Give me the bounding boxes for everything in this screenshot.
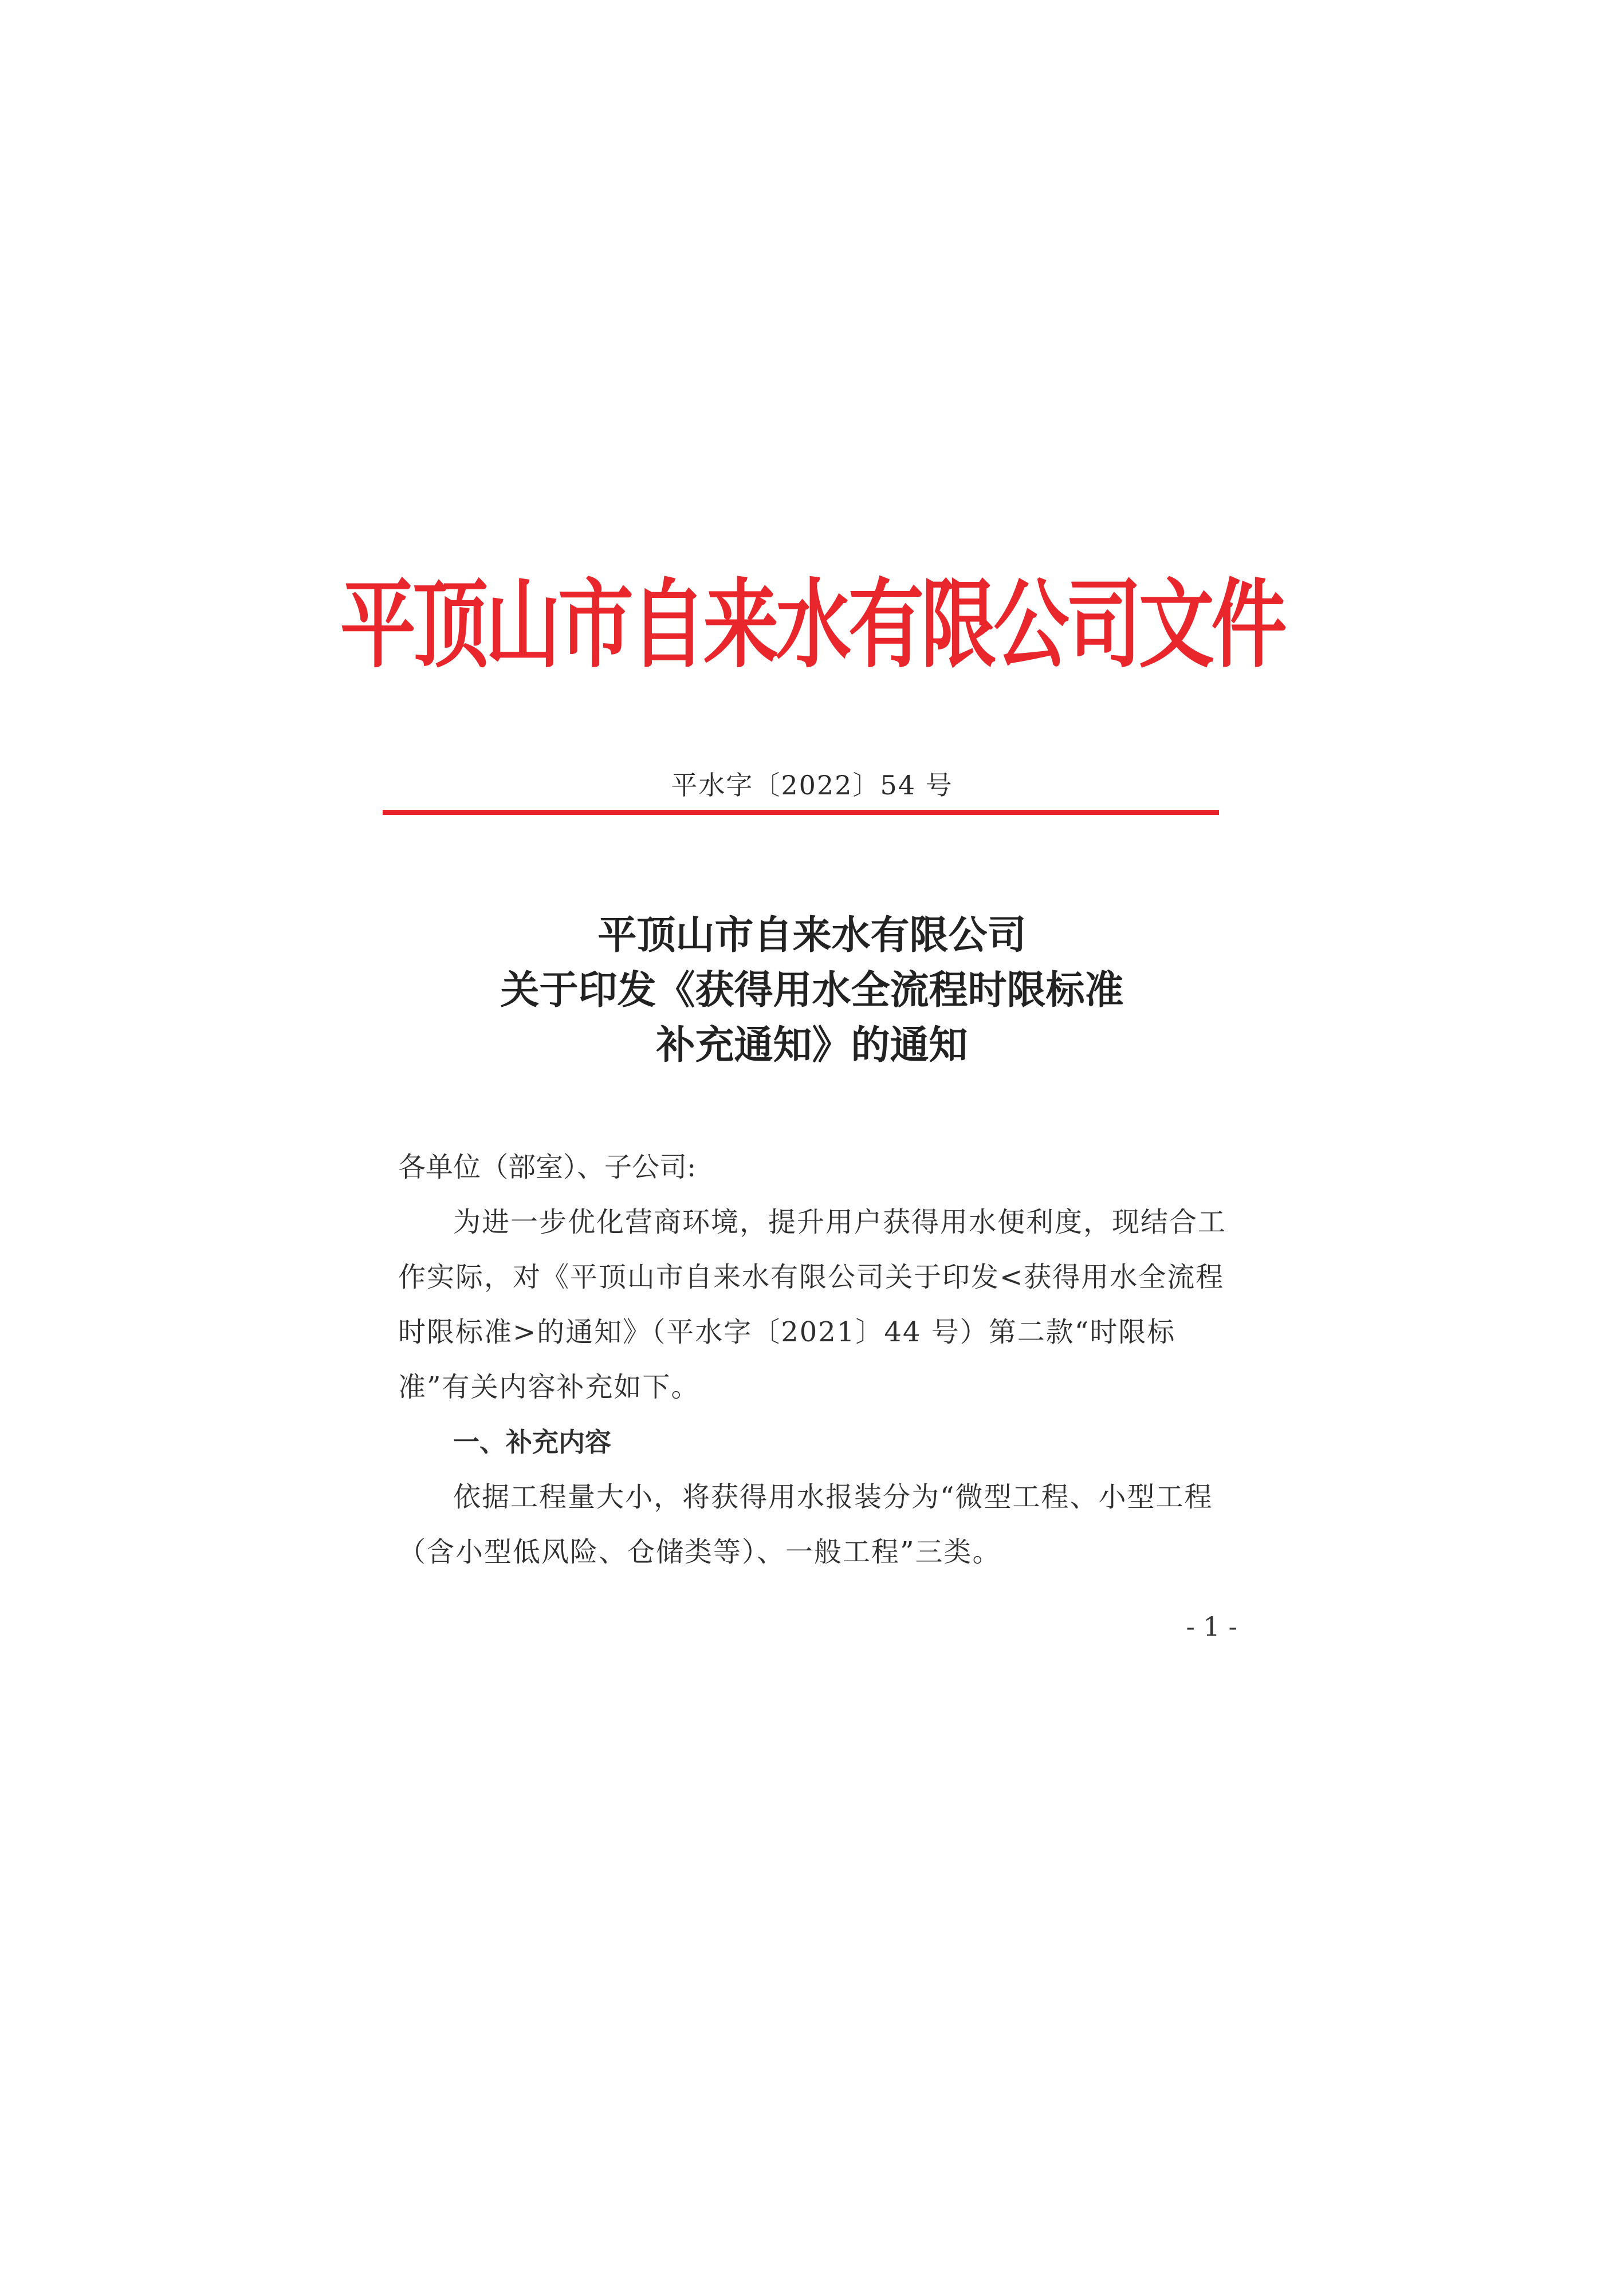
page-number: - 1 - — [1186, 1611, 1237, 1642]
title-line-2: 关于印发《获得用水全流程时限标准 — [500, 967, 1124, 1013]
salutation: 各单位（部室）、子公司: — [398, 1151, 697, 1183]
body-paragraph-1: 为进一步优化营商环境，提升用户获得用水便利度，现结合工作实际，对《平顶山市自来水有限公司关于印发<获得用水全流程时限标准>的通知》（平水字〔2021〕44 号）第二款“时限标准”有关内容补充如下。 — [398, 1206, 1227, 1403]
title-line-1: 平顶山市自来水有限公司 — [597, 912, 1027, 958]
document-body — [398, 1140, 1240, 1580]
document-title — [0, 908, 1624, 1073]
body-paragraph-2: 依据工程量大小，将获得用水报装分为“微型工程、小型工程（含小型低风险、仓储类等）、一般工程”三类。 — [398, 1481, 1213, 1568]
title-line-3: 补充通知》的通知 — [656, 1022, 968, 1068]
red-divider-line — [383, 810, 1219, 815]
document-number: 平水字〔2022〕54 号 — [671, 770, 953, 801]
section-heading-1: 一、补充内容 — [453, 1427, 611, 1458]
document-header-title: 平顶山市自来水有限公司文件 — [340, 569, 1284, 682]
